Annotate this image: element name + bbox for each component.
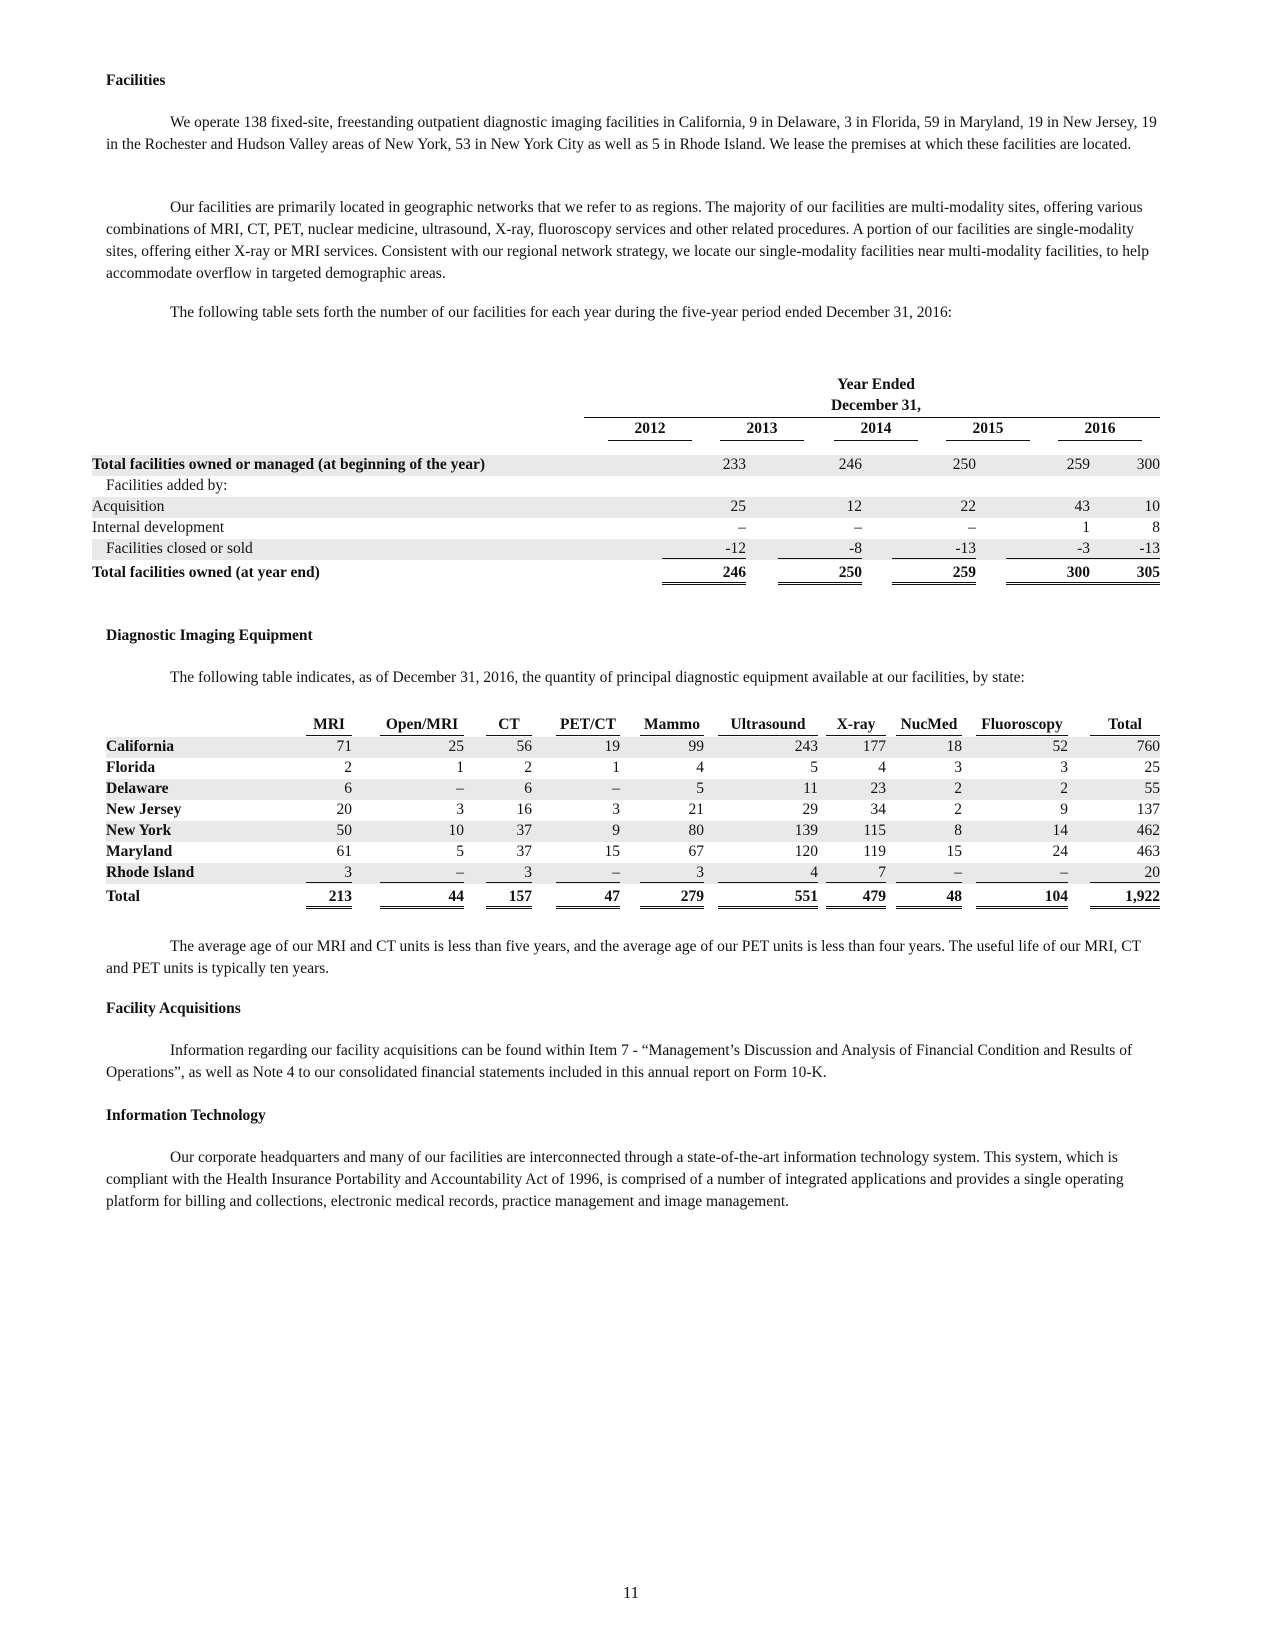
table-cell: -13 [892,540,976,559]
it-paragraph [106,1147,1166,1213]
table-cell: 29 [802,801,818,818]
table-cell: 15 [946,843,962,860]
table-cell: 37 [516,822,532,839]
row-label: Facilities added by: [106,477,228,494]
table-cell: 259 [1066,456,1090,473]
table-cell: 300 [1006,564,1090,585]
row-label: Facilities closed or sold [106,540,253,557]
table-cell: 3 [640,864,704,883]
row-label: New York [106,822,172,839]
table-cell: 462 [1136,822,1160,839]
table-cell: – [976,864,1068,883]
table-cell: 99 [688,738,704,755]
table-cell: 2 [1060,780,1068,797]
table-cell: 2 [524,759,532,776]
table-cell: 34 [870,801,886,818]
table-row [106,800,1160,821]
column-header-fluoroscopy: Fluoroscopy [976,716,1068,736]
table-row-total [106,887,1160,908]
table-cell: 21 [688,801,704,818]
section-heading-facilities: Facilities [106,72,166,89]
table-cell: 10 [448,822,464,839]
table-cell: 5 [696,780,704,797]
column-header-year: 2012 [608,420,692,441]
table-cell: 243 [794,738,818,755]
row-label: Total facilities owned (at year end) [92,564,320,581]
table-row [92,476,1160,497]
column-header-mammo: Mammo [640,716,704,736]
table-cell: 25 [730,498,746,515]
equipment-paragraph-1 [106,667,1166,689]
table-cell: 2 [954,780,962,797]
equipment-paragraph-2-text: The average age of our MRI and CT units is less than five years, and the average age of our PET units is less than four years. The useful life of our MRI, CT and PET units is typically ten years. [106,938,1141,977]
table-cell: 119 [863,843,886,860]
table-cell: 9 [612,822,620,839]
table-cell: 4 [718,864,818,883]
column-header-ct: CT [486,716,532,736]
table-cell: 3 [1060,759,1068,776]
table-cell: 25 [448,738,464,755]
table-cell: 5 [456,843,464,860]
table-cell: 3 [306,864,352,883]
row-label: Rhode Island [106,864,195,881]
table-cell: 760 [1136,738,1160,755]
table-cell: 177 [862,738,886,755]
facilities-paragraph-3 [106,302,1166,324]
table-cell: 8 [1152,519,1160,536]
table-row [106,863,1160,884]
table-cell: 14 [1052,822,1068,839]
table-cell: 246 [838,456,862,473]
table-row [92,455,1160,476]
row-label: Internal development [92,519,225,536]
table-cell: – [380,864,464,883]
table-cell: 1,922 [1090,888,1160,909]
table-cell: 4 [696,759,704,776]
column-header-mri: MRI [306,716,352,736]
table-cell: 233 [722,456,746,473]
table-cell: 16 [516,801,532,818]
table-cell: 9 [1060,801,1068,818]
table-cell: 11 [803,780,818,797]
facilities-paragraph-2-text: Our facilities are primarily located in geographic networks that we refer to as regions. The majority of our facilities are multi-modality sites, offering various combinations of MRI, CT, PET, nuclear medicine, ultrasound, X-ray, fluoroscopy services and other related procedures. A portion of our facilities are single-modality sites, offering either X-ray or MRI services. Consistent with our regional network strategy, we locate our single-modality facilities near multi-modality facilities, to help accommodate overflow in targeted demographic areas. [106,199,1149,282]
row-label: Delaware [106,780,169,797]
table-cell: 1 [612,759,620,776]
table-cell: 8 [954,822,962,839]
table-cell: 250 [952,456,976,473]
it-paragraph-text: Our corporate headquarters and many of our facilities are interconnected through a state-of-the-art information technology system. This system, which is compliant with the Health Insurance Portability and Accountability Act of 1996, is comprised of a number of integrated applications and provides a single operating platform for billing and collections, electronic medical records, practice management and image management. [106,1149,1124,1210]
table-cell: 246 [662,564,746,585]
column-header-ultrasound: Ultrasound [718,716,818,736]
table-cell: 19 [604,738,620,755]
table-cell: 15 [604,843,620,860]
facilities-paragraph-2 [106,197,1166,285]
table-row [106,758,1160,779]
table-row [106,779,1160,800]
table-cell: 50 [336,822,352,839]
table-row [106,737,1160,758]
column-header-year: 2014 [834,420,918,441]
table-cell: 2 [954,801,962,818]
table-cell: 3 [954,759,962,776]
table-cell: 23 [870,780,886,797]
table-cell: – [612,780,620,797]
table-cell: 139 [794,822,818,839]
column-header-x-ray: X-ray [826,716,886,736]
row-label: California [106,738,175,755]
table-cell: -8 [778,540,862,559]
table-cell: 305 [1076,564,1160,585]
table-cell: 20 [336,801,352,818]
table-cell: 22 [960,498,976,515]
table-cell: 213 [306,888,352,909]
table-cell: – [556,864,620,883]
column-header-year: 2016 [1058,420,1142,441]
table-header-year-ended: Year Ended [837,376,915,393]
table-cell: 279 [640,888,704,909]
table-cell: -12 [662,540,746,559]
facilities-paragraph-1 [106,112,1166,156]
table-cell: – [854,519,862,536]
row-label: Acquisition [92,498,165,515]
column-header-year: 2013 [720,420,804,441]
table-cell: 20 [1090,864,1160,883]
table-cell: 1 [456,759,464,776]
table-cell: – [968,519,976,536]
table-cell: -3 [1006,540,1090,559]
table-row-total [92,563,1160,584]
column-header-open-mri: Open/MRI [380,716,464,736]
table-cell: 56 [516,738,532,755]
equipment-paragraph-1-text: The following table indicates, as of December 31, 2016, the quantity of principal diagnostic equipment available at our facilities, by state: [170,669,1025,686]
table-cell: 6 [524,780,532,797]
table-cell: 47 [556,888,620,909]
table-cell: 157 [486,888,532,909]
column-header-nucmed: NucMed [896,716,962,736]
table-cell: 479 [826,888,886,909]
table-row [92,539,1160,560]
row-label: Maryland [106,843,173,860]
facilities-paragraph-3-text: The following table sets forth the number of our facilities for each year during the five-year period ended December 31, 2016: [170,304,953,321]
section-heading-acquisitions: Facility Acquisitions [106,1000,241,1017]
row-label: Total [106,888,140,905]
table-cell: 259 [892,564,976,585]
table-cell: 44 [380,888,464,909]
table-cell: 1 [1082,519,1090,536]
table-cell: 7 [826,864,886,883]
table-cell: 71 [336,738,352,755]
table-cell: 300 [1136,456,1160,473]
table-cell: 2 [344,759,352,776]
row-label: Florida [106,759,156,776]
table-row [92,497,1160,518]
section-heading-equipment: Diagnostic Imaging Equipment [106,627,313,644]
table-cell: – [738,519,746,536]
table-cell: 250 [778,564,862,585]
facilities-paragraph-1-text: We operate 138 fixed-site, freestanding outpatient diagnostic imaging facilities in California, 9 in Delaware, 3 in Florida, 59 in Maryland, 19 in New Jersey, 19 in the Rochester and Hudson Valley areas of New York, 53 in New York City as well as 5 in Rhode Island. We lease the premises at which these facilities are located. [106,114,1157,153]
acquisitions-paragraph-text: Information regarding our facility acquisitions can be found within Item 7 - “Management’s Discussion and Analysis of Financial Condition and Results of Operations”, as well as Note 4 to our consolidated financial statements included in this annual report on Form 10-K. [106,1042,1133,1081]
table-cell: 6 [344,780,352,797]
table-cell: – [896,864,962,883]
table-cell: 24 [1052,843,1068,860]
table-cell: 18 [946,738,962,755]
table-cell: – [456,780,464,797]
column-header-year: 2015 [946,420,1030,441]
table-cell: 5 [810,759,818,776]
table-cell: 115 [863,822,886,839]
table-cell: 55 [1144,780,1160,797]
table-cell: 463 [1136,843,1160,860]
acquisitions-paragraph [106,1040,1166,1084]
section-heading-information-technology: Information Technology [106,1107,266,1124]
table-cell: 137 [1136,801,1160,818]
row-label: New Jersey [106,801,182,818]
table-cell: 52 [1052,738,1068,755]
page-number: 11 [622,1583,640,1602]
table-row [106,821,1160,842]
table-cell: 48 [896,888,962,909]
table-cell: 80 [688,822,704,839]
table-row [106,842,1160,863]
table-cell: 37 [516,843,532,860]
table-cell: 10 [1144,498,1160,515]
row-label: Total facilities owned or managed (at beginning of the year) [92,456,486,473]
table-cell: 551 [718,888,818,909]
table-cell: 4 [878,759,886,776]
table-cell: 43 [1074,498,1090,515]
table-cell: 104 [976,888,1068,909]
table-cell: 25 [1144,759,1160,776]
table-cell: 3 [486,864,532,883]
table-cell: -13 [1076,540,1160,559]
table-cell: 12 [846,498,862,515]
table-cell: 120 [794,843,818,860]
column-header-pet-ct: PET/CT [556,716,620,736]
table-cell: 67 [688,843,704,860]
table-header-december: December 31, [830,397,922,414]
table-cell: 61 [336,843,352,860]
column-header-total: Total [1090,716,1160,736]
table-cell: 3 [456,801,464,818]
header-rule [584,417,1160,418]
equipment-paragraph-2 [106,936,1166,980]
table-cell: 3 [612,801,620,818]
table-row [92,518,1160,539]
